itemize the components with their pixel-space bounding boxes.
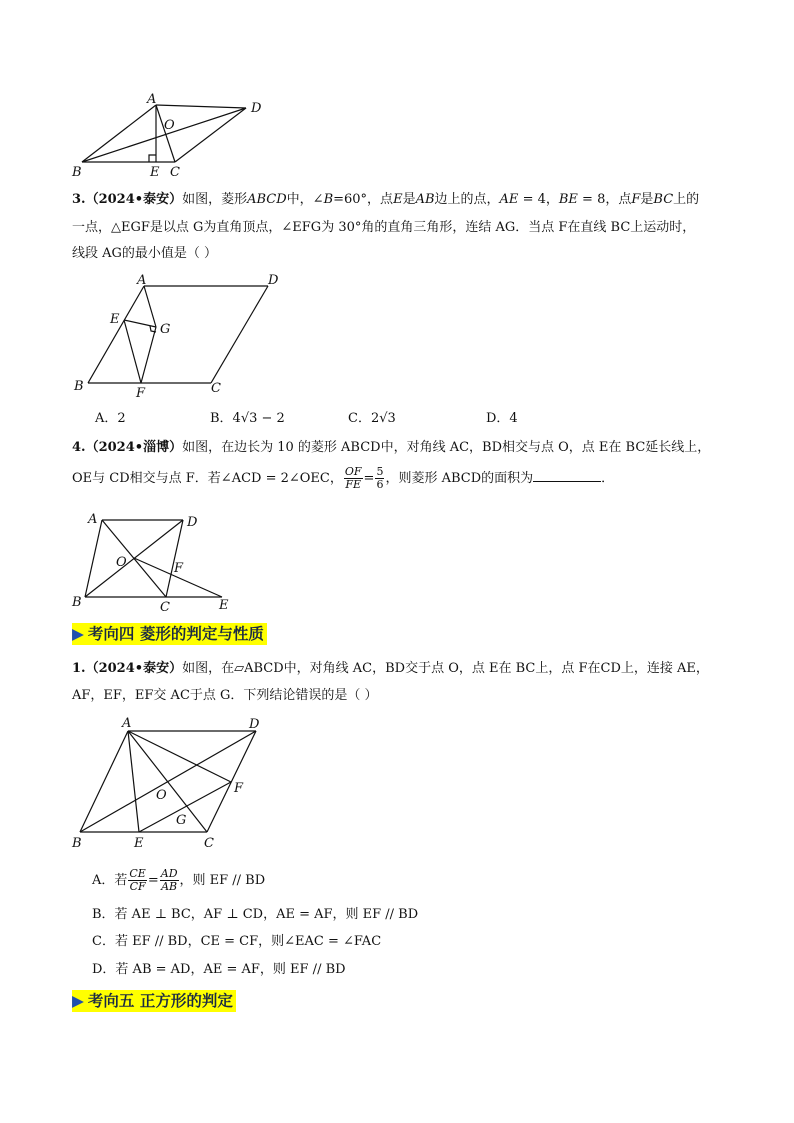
q4-label-e: E <box>219 598 229 613</box>
q3-text: 边上的点， <box>434 192 500 207</box>
option-text: = <box>147 873 159 888</box>
q3-var: F <box>631 192 641 207</box>
q4-text: 如图，在边长为 10 的菱形 ABCD中，对角线 AC，BD相交与点 O，点 E在 BC延长线上， <box>182 440 711 455</box>
q3-source: （2024•泰安） <box>85 192 183 207</box>
q4-text: = <box>363 471 375 486</box>
s4q1-label-d: D <box>249 717 260 732</box>
s4q1-source: （2024•泰安） <box>85 661 183 676</box>
s4q1-label-g: G <box>176 813 187 828</box>
q4-label-f: F <box>174 561 184 576</box>
s4q1-option-d[interactable]: D．若 AB = AD，AE = AF，则 EF // BD <box>92 962 346 977</box>
q4-text: ，则菱形 ABCD的面积为 <box>385 471 534 486</box>
q4-number: 4. <box>72 440 86 455</box>
fig1-label-d: D <box>251 101 262 116</box>
q3-option-c[interactable]: C．2√3 <box>348 411 396 426</box>
s4q1-label-e: E <box>134 836 144 851</box>
fig1-label-a: A <box>147 92 157 107</box>
q3-text: 中，∠ <box>286 192 324 207</box>
q4-text: ． <box>601 471 615 486</box>
q3-text: 上的 <box>673 192 700 207</box>
q3-var: E <box>393 192 403 207</box>
fig1-label-e: E <box>150 165 160 180</box>
q4-label-o: O <box>116 555 127 570</box>
fraction-numerator: OF <box>344 465 362 478</box>
q3-var: AB <box>415 192 435 207</box>
s4q1-label-c: C <box>204 836 214 851</box>
q3-var: BE <box>558 192 578 207</box>
fraction-ad-ab <box>160 868 179 893</box>
q3-text: 如图，菱形 <box>182 192 248 207</box>
q3-var: B <box>323 192 334 207</box>
q3-label-b: B <box>74 379 84 394</box>
s4q1-label-a: A <box>122 716 132 731</box>
s4q1-line-2: AF，EF，EF交 AC于点 G．下列结论错误的是（ ） <box>72 688 378 703</box>
q4-label-b: B <box>72 595 82 610</box>
section-title: 考向四 菱形的判定与性质 <box>87 625 264 643</box>
s4q1-number: 1. <box>72 661 86 676</box>
fraction-numerator: 5 <box>376 465 384 478</box>
q3-label-f: F <box>136 386 146 401</box>
section-title: 考向五 正方形的判定 <box>87 992 233 1010</box>
section-heading-5 <box>72 990 236 1012</box>
fig1-label-c: C <box>170 165 180 180</box>
q3-text: =60°，点 <box>333 192 394 207</box>
option-text: A．若 <box>92 873 128 888</box>
fraction-numerator: CE <box>129 867 146 880</box>
fraction-denominator: AB <box>161 880 178 893</box>
q3-label-e: E <box>110 312 120 327</box>
option-text: ，则 EF // BD <box>179 873 266 888</box>
q3-label-a: A <box>137 273 147 288</box>
fraction-denominator: 6 <box>376 478 384 491</box>
q3-option-a[interactable]: A．2 <box>95 411 126 426</box>
q3-label-c: C <box>211 381 221 396</box>
q3-option-d[interactable]: D．4 <box>486 411 518 426</box>
s4q1-option-b[interactable]: B．若 AE ⊥ BC，AF ⊥ CD，AE = AF，则 EF // BD <box>92 907 419 922</box>
s4q1-label-f: F <box>234 781 244 796</box>
play-marker-icon: ▶ <box>72 992 84 1010</box>
fraction-denominator: FE <box>345 478 362 491</box>
q4-label-c: C <box>160 600 170 615</box>
q3-text: = 8，点 <box>577 192 632 207</box>
fraction-numerator: AD <box>160 867 178 880</box>
s4q1-option-a[interactable] <box>92 868 265 893</box>
q3-label-d: D <box>268 273 279 288</box>
q3-var: AE <box>499 192 519 207</box>
q4-label-d: D <box>187 515 198 530</box>
q3-label-g: G <box>160 322 171 337</box>
q3-text: = 4， <box>518 192 559 207</box>
play-marker-icon: ▶ <box>72 625 84 643</box>
q3-var: BC <box>653 192 674 207</box>
fraction-denominator: CF <box>129 880 146 893</box>
q4-label-a: A <box>88 512 98 527</box>
q4-source: （2024•淄博） <box>85 440 183 455</box>
q3-option-b[interactable]: B．4√3 − 2 <box>210 411 285 426</box>
q3-text: 是 <box>640 192 654 207</box>
q3-var: ABCD <box>247 192 287 207</box>
s4q1-option-c[interactable]: C．若 EF // BD，CE = CF，则∠EAC = ∠FAC <box>92 934 382 949</box>
s4q1-text: 如图，在▱ABCD中，对角线 AC，BD交于点 O，点 E在 BC上，点 F在CD上，连接 AE， <box>182 661 709 676</box>
s4q1-label-b: B <box>72 836 82 851</box>
q3-text: 是 <box>402 192 416 207</box>
s4q1-label-o: O <box>156 788 167 803</box>
fig1-label-o: O <box>164 118 175 133</box>
fig1-label-b: B <box>72 165 82 180</box>
q4-text: OE与 CD相交与点 F．若∠ACD = 2∠OEC， <box>72 471 343 486</box>
q3-line-3: 线段 AG的最小值是（ ） <box>72 246 218 261</box>
q3-number: 3. <box>72 192 86 207</box>
fraction-ce-cf <box>128 868 146 893</box>
q3-line-2: 一点，△EGF是以点 G为直角顶点，∠EFG为 30°角的直角三角形，连结 AG．当点 F在直线 BC上运动时， <box>72 220 696 235</box>
